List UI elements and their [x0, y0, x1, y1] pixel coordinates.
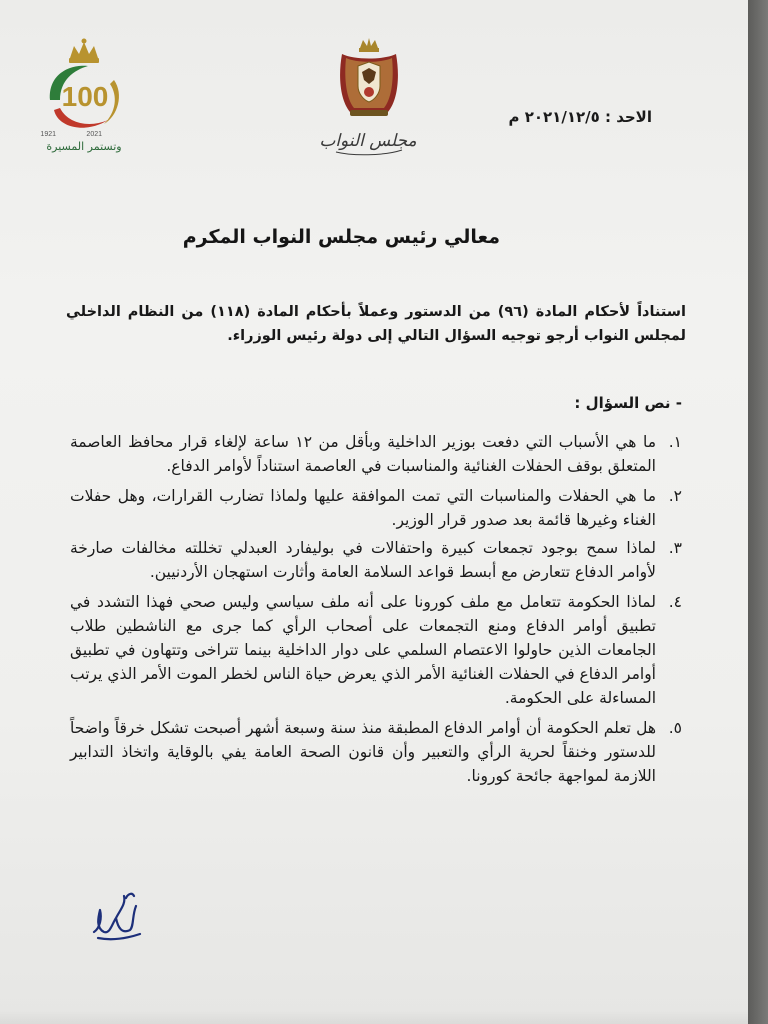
- jordan-centennial-100-logo-icon: [36, 36, 132, 140]
- question-number: ٥.: [668, 719, 682, 737]
- coat-of-arms: [336, 36, 402, 118]
- question-heading: - نص السؤال :: [574, 394, 682, 412]
- house-name-text: مجلس النواب: [319, 131, 417, 151]
- jordan-coat-of-arms-icon: [336, 36, 402, 118]
- centennial-tagline: وتستمر المسيرة: [46, 140, 122, 153]
- intro-text: استناداً لأحكام المادة (٩٦) من الدستور وعملاً بأحكام المادة (١١٨) من النظام الداخلي لمجلس النواب أرجو توجيه السؤال التالي إلى دولة رئيس الوزراء.: [66, 304, 686, 344]
- question-number: ٢.: [668, 487, 682, 505]
- house-of-representatives-calligraphy-icon: [318, 122, 418, 158]
- question-item: [70, 430, 682, 478]
- house-of-representatives-mark: [318, 122, 418, 158]
- question-item: [70, 484, 682, 532]
- page-bottom-shade: [0, 1010, 748, 1024]
- addressee-heading: معالي رئيس مجلس النواب المكرم: [182, 226, 500, 248]
- question-item: [70, 716, 682, 788]
- question-item: [70, 536, 682, 584]
- question-text: هل تعلم الحكومة أن أوامر الدفاع المطبقة منذ سنة وسبعة أشهر أصبحت تشكل خرقاً واضحاً للدستور وخنقاً لحرية الرأي والتعبير وأن قانون الصحة العامة يفي بالوقاية واتخاذ التدابير اللازمة لمواجهة جائحة كورونا.: [70, 719, 656, 785]
- background-edge: [748, 0, 768, 1024]
- centennial-number: 100: [61, 81, 109, 112]
- centennial-logo: [36, 36, 132, 156]
- question-item: [70, 590, 682, 710]
- question-text: لماذا الحكومة تتعامل مع ملف كورونا على أنه ملف سياسي وليس صحي فهذا التشدد في تطبيق أوامر الدفاع ومنع التجمعات على أصحاب الرأي كما جرى مع الناشطين طلاب الجامعات الذين حاولوا الاعتصام السلمي على دوار الداخلية بينما تتراخى وتتهاون في تطبيق أوامر الدفاع في الحفلات الغنائية الأمر الذي يعرض حياة الناس لخطر الموت الأمر الذي يرتب المساءلة على الحكومة.: [70, 593, 656, 707]
- intro-paragraph: [66, 300, 686, 348]
- centennial-year-start: 1921: [40, 131, 56, 138]
- centennial-year-end: 2021: [86, 131, 102, 138]
- question-text: ما هي الحفلات والمناسبات التي تمت الموافقة عليها ولماذا تضارب القرارات، وهل حفلات الغناء وغيرها قائمة بعد صدور قرار الوزير.: [70, 487, 656, 529]
- question-number: ٣.: [668, 539, 682, 557]
- handwritten-signature-icon: [86, 888, 148, 946]
- question-number: ٤.: [668, 593, 682, 611]
- questions-list: [70, 430, 682, 792]
- question-number: ١.: [668, 433, 682, 451]
- date-line: الاحد : ٢٠٢١/١٢/٥ م: [508, 108, 652, 126]
- question-text: ما هي الأسباب التي دفعت بوزير الداخلية وبأقل من ١٢ ساعة لإلغاء قرار محافظ العاصمة المتعلق بوقف الحفلات الغنائية والمناسبات في العاصمة استناداً لأوامر الدفاع.: [70, 433, 656, 475]
- signature: [86, 888, 148, 946]
- question-text: لماذا سمح بوجود تجمعات كبيرة واحتفالات في بوليفارد العبدلي تخللته مخالفات صارخة لأوامر الدفاع تتعارض مع أبسط قواعد السلامة العامة وأثارت استهجان الأردنيين.: [70, 539, 656, 581]
